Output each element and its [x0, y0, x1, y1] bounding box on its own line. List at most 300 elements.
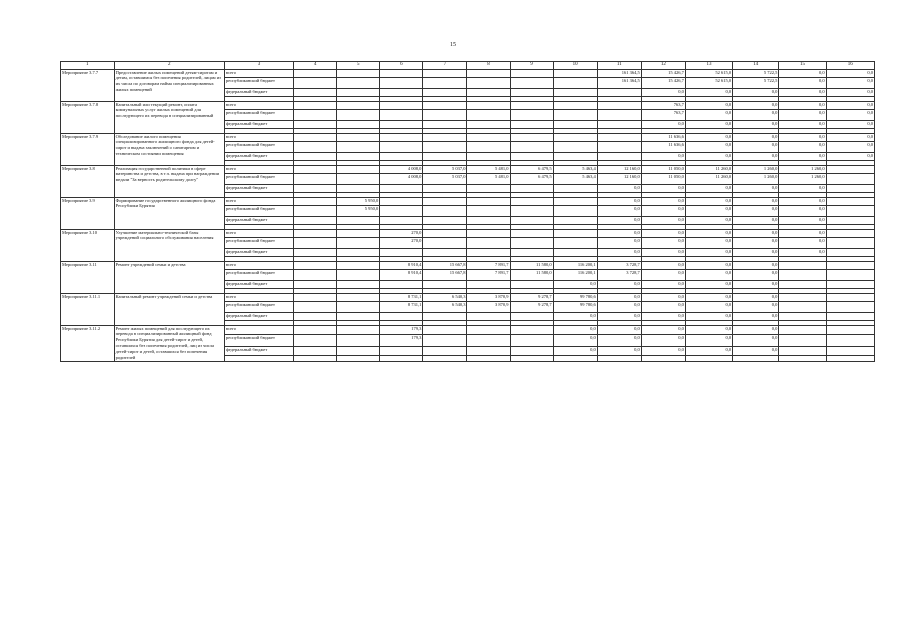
value-cell [826, 301, 874, 312]
value-cell [337, 280, 380, 288]
value-cell [510, 141, 553, 152]
value-cell [423, 101, 467, 109]
empty-cell [553, 355, 597, 361]
value-cell [294, 312, 337, 320]
value-cell: 6 479,5 [510, 165, 553, 173]
value-cell [553, 152, 597, 160]
value-cell: 0,0 [733, 237, 779, 248]
value-cell: 11 260,0 [685, 165, 732, 173]
value-cell [467, 184, 510, 192]
value-cell: 15 426,7 [641, 77, 685, 88]
empty-cell [380, 355, 423, 361]
value-cell [510, 133, 553, 141]
value-cell [826, 216, 874, 224]
value-cell: 11 050,0 [641, 165, 685, 173]
value-cell [294, 165, 337, 173]
value-cell: 179,3 [380, 325, 423, 334]
value-cell: 0,0 [685, 152, 732, 160]
value-cell: 0,0 [733, 152, 779, 160]
column-header: 13 [685, 62, 732, 70]
value-cell [510, 88, 553, 96]
value-cell [826, 261, 874, 269]
value-cell: 0,0 [733, 334, 779, 346]
value-cell [597, 141, 641, 152]
value-cell: 0,0 [685, 237, 732, 248]
value-cell: 7 891,7 [467, 261, 510, 269]
value-cell: 0,0 [685, 229, 732, 237]
budget-table [60, 61, 875, 362]
value-cell: 8 910,4 [380, 269, 423, 280]
activity-code: Мероприятие 3.11 [61, 261, 115, 293]
value-cell: 0,0 [685, 312, 732, 320]
value-cell: 0,0 [779, 152, 826, 160]
value-cell: 99 780,6 [553, 293, 597, 301]
value-cell: 11 580,0 [510, 269, 553, 280]
value-cell: 5 950,0 [337, 197, 380, 205]
value-cell: 0,0 [733, 88, 779, 96]
value-cell [423, 325, 467, 334]
funding-source: республиканский бюджет [224, 205, 293, 216]
value-cell: 0,0 [685, 301, 732, 312]
value-cell [510, 237, 553, 248]
value-cell: 0,0 [685, 101, 732, 109]
funding-source: всего [224, 165, 293, 173]
value-cell [553, 77, 597, 88]
value-cell: 0,0 [641, 301, 685, 312]
value-cell [510, 216, 553, 224]
value-cell [423, 229, 467, 237]
activity-title: Ремонт жилых помещений для последующего их перевода в специализированный жилищный фонд Республики Бурятия для детей-сирот и детей, оставшихся без попечения родителей, лиц из числа детей-сирот и детей, оставшихся без попечения родителей [114, 325, 224, 361]
value-cell [380, 141, 423, 152]
value-cell [826, 184, 874, 192]
column-header: 9 [510, 62, 553, 70]
value-cell: 1 260,0 [779, 165, 826, 173]
value-cell [337, 248, 380, 256]
value-cell: 0,0 [826, 120, 874, 128]
value-cell: 0,0 [641, 216, 685, 224]
value-cell: 0,0 [733, 205, 779, 216]
value-cell: 0,0 [641, 346, 685, 355]
value-cell [826, 334, 874, 346]
value-cell [467, 77, 510, 88]
value-cell [294, 334, 337, 346]
value-cell: 0,0 [553, 334, 597, 346]
funding-source: федеральный бюджет [224, 346, 293, 355]
value-cell: 0,0 [779, 184, 826, 192]
value-cell: 161 364,5 [597, 77, 641, 88]
value-cell: 0,0 [779, 216, 826, 224]
funding-source: федеральный бюджет [224, 120, 293, 128]
value-cell: 0,0 [779, 197, 826, 205]
value-cell [467, 197, 510, 205]
value-cell [826, 205, 874, 216]
funding-source: всего [224, 197, 293, 205]
funding-source: республиканский бюджет [224, 334, 293, 346]
value-cell [510, 312, 553, 320]
activity-title: Улучшение материально-технической базы учреждений социального обслуживания населения [114, 229, 224, 261]
value-cell [553, 229, 597, 237]
value-cell [467, 346, 510, 355]
value-cell [337, 301, 380, 312]
funding-source: всего [224, 133, 293, 141]
value-cell [597, 109, 641, 120]
funding-source: федеральный бюджет [224, 248, 293, 256]
value-cell: 5 037,0 [423, 165, 467, 173]
activity-title: Предоставление жилых помещений детям-сиротам и детям, оставшимся без попечения родителей, лицам из их числа по договорам найма специализированных жилых помещений [114, 69, 224, 101]
value-cell [553, 197, 597, 205]
value-cell: 0,0 [685, 88, 732, 96]
value-cell: 0,0 [733, 346, 779, 355]
value-cell: 0,0 [597, 248, 641, 256]
value-cell: 0,0 [733, 229, 779, 237]
value-cell: 5 950,0 [337, 205, 380, 216]
value-cell [510, 69, 553, 77]
value-cell: 11 636,6 [641, 133, 685, 141]
value-cell: 7 891,7 [467, 269, 510, 280]
value-cell: 0,0 [779, 109, 826, 120]
value-cell [779, 293, 826, 301]
value-cell [294, 184, 337, 192]
value-cell [826, 165, 874, 173]
value-cell: 5 722,5 [733, 77, 779, 88]
value-cell [467, 229, 510, 237]
value-cell: 0,0 [597, 280, 641, 288]
value-cell [510, 109, 553, 120]
value-cell: 0,0 [553, 346, 597, 355]
activity-code: Мероприятие 3.7.9 [61, 133, 115, 165]
value-cell: 8 731,1 [380, 293, 423, 301]
value-cell [294, 101, 337, 109]
value-cell [337, 165, 380, 173]
value-cell: 0,0 [641, 293, 685, 301]
value-cell [294, 229, 337, 237]
value-cell [337, 229, 380, 237]
value-cell: 0,0 [779, 248, 826, 256]
value-cell: 0,0 [685, 248, 732, 256]
column-header: 10 [553, 62, 597, 70]
value-cell [294, 248, 337, 256]
value-cell: 5 037,0 [423, 173, 467, 184]
value-cell: 8 910,4 [380, 261, 423, 269]
value-cell [779, 301, 826, 312]
value-cell [337, 141, 380, 152]
value-cell: 270,0 [380, 229, 423, 237]
column-header: 15 [779, 62, 826, 70]
value-cell [553, 184, 597, 192]
value-cell [337, 237, 380, 248]
value-cell: 0,0 [597, 216, 641, 224]
value-cell: 0,0 [733, 184, 779, 192]
value-cell: 0,0 [733, 141, 779, 152]
funding-source: федеральный бюджет [224, 152, 293, 160]
value-cell: 0,0 [733, 197, 779, 205]
activity-title: Формирование государственного жилищного фонда Республики Бурятия [114, 197, 224, 229]
table-row [61, 133, 875, 141]
value-cell: 0,0 [641, 197, 685, 205]
activity-title: Ремонт учреждений семьи и детства [114, 261, 224, 293]
value-cell: 0,0 [685, 133, 732, 141]
value-cell: 1 260,0 [779, 173, 826, 184]
value-cell: 0,0 [597, 301, 641, 312]
value-cell [826, 293, 874, 301]
value-cell: 0,0 [553, 280, 597, 288]
value-cell: 0,0 [685, 197, 732, 205]
value-cell [779, 269, 826, 280]
value-cell [826, 197, 874, 205]
value-cell [423, 205, 467, 216]
value-cell [294, 141, 337, 152]
value-cell: 0,0 [685, 141, 732, 152]
empty-cell [826, 355, 874, 361]
value-cell: 1 260,0 [733, 165, 779, 173]
value-cell [294, 120, 337, 128]
funding-source: республиканский бюджет [224, 109, 293, 120]
value-cell [826, 269, 874, 280]
value-cell: 5 463,4 [553, 165, 597, 173]
funding-source: республиканский бюджет [224, 173, 293, 184]
value-cell: 0,0 [641, 152, 685, 160]
funding-source: всего [224, 325, 293, 334]
value-cell [467, 133, 510, 141]
value-cell [510, 101, 553, 109]
column-header: 4 [294, 62, 337, 70]
value-cell [553, 120, 597, 128]
value-cell: 11 050,0 [641, 173, 685, 184]
value-cell: 0,0 [826, 77, 874, 88]
value-cell [553, 101, 597, 109]
value-cell [779, 280, 826, 288]
value-cell [826, 346, 874, 355]
value-cell: 116 200,1 [553, 261, 597, 269]
value-cell [423, 77, 467, 88]
table-row [61, 197, 875, 205]
value-cell: 0,0 [826, 141, 874, 152]
empty-cell [641, 355, 685, 361]
value-cell [423, 248, 467, 256]
value-cell: 6 479,5 [510, 173, 553, 184]
value-cell [597, 120, 641, 128]
value-cell: 0,0 [733, 312, 779, 320]
value-cell: 52 615,0 [685, 77, 732, 88]
value-cell [467, 120, 510, 128]
funding-source: всего [224, 261, 293, 269]
funding-source: федеральный бюджет [224, 216, 293, 224]
activity-title: Обследование жилого помещения специализированного жилищного фонда для детей-сирот и выдача заключений о санитарном и техническом состоянии помещения [114, 133, 224, 165]
value-cell [467, 88, 510, 96]
value-cell [510, 229, 553, 237]
value-cell: 0,0 [641, 205, 685, 216]
value-cell: 0,0 [733, 120, 779, 128]
activity-code: Мероприятие 3.11.1 [61, 293, 115, 325]
value-cell [467, 109, 510, 120]
value-cell [467, 141, 510, 152]
value-cell [294, 152, 337, 160]
value-cell: 5 722,5 [733, 69, 779, 77]
value-cell: 0,0 [779, 133, 826, 141]
value-cell [337, 101, 380, 109]
value-cell: 6 540,3 [423, 301, 467, 312]
value-cell: 15 426,7 [641, 69, 685, 77]
value-cell [510, 120, 553, 128]
value-cell: 0,0 [733, 216, 779, 224]
value-cell [337, 173, 380, 184]
column-header: 6 [380, 62, 423, 70]
value-cell: 0,0 [733, 293, 779, 301]
value-cell: 0,0 [779, 205, 826, 216]
value-cell: 270,0 [380, 237, 423, 248]
value-cell: 0,0 [685, 261, 732, 269]
value-cell: 0,0 [685, 334, 732, 346]
value-cell [423, 280, 467, 288]
column-header: 3 [224, 62, 293, 70]
value-cell [510, 248, 553, 256]
value-cell [337, 184, 380, 192]
value-cell [423, 152, 467, 160]
column-header: 2 [114, 62, 224, 70]
value-cell [380, 346, 423, 355]
value-cell: 0,0 [641, 229, 685, 237]
empty-cell [779, 355, 826, 361]
value-cell: 0,0 [597, 184, 641, 192]
value-cell [510, 280, 553, 288]
column-header: 14 [733, 62, 779, 70]
value-cell [294, 173, 337, 184]
value-cell: 0,0 [826, 69, 874, 77]
value-cell [337, 120, 380, 128]
value-cell: 8 731,1 [380, 301, 423, 312]
value-cell: 0,0 [826, 88, 874, 96]
value-cell: 1 260,0 [733, 173, 779, 184]
funding-source: всего [224, 293, 293, 301]
value-cell [553, 141, 597, 152]
value-cell: 3 728,7 [597, 261, 641, 269]
value-cell [467, 280, 510, 288]
value-cell: 0,0 [733, 269, 779, 280]
value-cell [337, 152, 380, 160]
value-cell [337, 312, 380, 320]
value-cell: 0,0 [779, 120, 826, 128]
value-cell [423, 184, 467, 192]
value-cell [380, 280, 423, 288]
value-cell [294, 269, 337, 280]
empty-cell [337, 355, 380, 361]
value-cell [294, 293, 337, 301]
value-cell [380, 77, 423, 88]
value-cell [380, 133, 423, 141]
column-header: 7 [423, 62, 467, 70]
value-cell: 0,0 [641, 334, 685, 346]
value-cell: 0,0 [597, 334, 641, 346]
value-cell: 0,0 [733, 248, 779, 256]
column-header: 8 [467, 62, 510, 70]
value-cell: 0,0 [733, 325, 779, 334]
value-cell: 0,0 [685, 325, 732, 334]
value-cell: 0,0 [597, 293, 641, 301]
value-cell: 4 008,0 [380, 165, 423, 173]
value-cell: 0,0 [641, 280, 685, 288]
value-cell: 116 200,1 [553, 269, 597, 280]
value-cell [553, 88, 597, 96]
value-cell [779, 325, 826, 334]
funding-source: республиканский бюджет [224, 141, 293, 152]
value-cell [294, 197, 337, 205]
value-cell [423, 237, 467, 248]
value-cell: 0,0 [685, 269, 732, 280]
value-cell [294, 346, 337, 355]
column-header: 1 [61, 62, 115, 70]
value-cell [826, 280, 874, 288]
value-cell [337, 293, 380, 301]
value-cell [423, 216, 467, 224]
value-cell: 0,0 [685, 120, 732, 128]
value-cell: 5 481,0 [467, 165, 510, 173]
value-cell [467, 248, 510, 256]
value-cell [553, 69, 597, 77]
value-cell [423, 312, 467, 320]
value-cell [467, 334, 510, 346]
value-cell [294, 205, 337, 216]
value-cell: 5 481,0 [467, 173, 510, 184]
value-cell [294, 77, 337, 88]
value-cell: 0,0 [733, 261, 779, 269]
value-cell: 0,0 [779, 229, 826, 237]
value-cell: 3 870,9 [467, 293, 510, 301]
value-cell [510, 325, 553, 334]
value-cell [826, 312, 874, 320]
value-cell: 3 870,9 [467, 301, 510, 312]
value-cell: 763,7 [641, 101, 685, 109]
value-cell [597, 152, 641, 160]
value-cell: 0,0 [733, 133, 779, 141]
value-cell [337, 88, 380, 96]
value-cell [337, 261, 380, 269]
value-cell: 0,0 [779, 101, 826, 109]
value-cell: 0,0 [685, 216, 732, 224]
value-cell: 0,0 [733, 301, 779, 312]
value-cell [380, 101, 423, 109]
value-cell: 0,0 [641, 269, 685, 280]
value-cell [553, 205, 597, 216]
value-cell [337, 216, 380, 224]
value-cell [337, 133, 380, 141]
value-cell: 0,0 [641, 312, 685, 320]
value-cell: 0,0 [597, 346, 641, 355]
value-cell [380, 152, 423, 160]
value-cell: 0,0 [553, 312, 597, 320]
table-row [61, 229, 875, 237]
value-cell [294, 69, 337, 77]
funding-source: всего [224, 229, 293, 237]
value-cell: 9 278,7 [510, 293, 553, 301]
value-cell: 0,0 [685, 205, 732, 216]
value-cell [423, 120, 467, 128]
value-cell [294, 88, 337, 96]
value-cell [553, 248, 597, 256]
value-cell [423, 69, 467, 77]
value-cell [467, 205, 510, 216]
value-cell: 0,0 [641, 237, 685, 248]
value-cell: 0,0 [733, 101, 779, 109]
value-cell: 0,0 [779, 141, 826, 152]
value-cell [423, 141, 467, 152]
activity-code: Мероприятие 3.10 [61, 229, 115, 261]
empty-cell [597, 355, 641, 361]
funding-source: федеральный бюджет [224, 184, 293, 192]
value-cell: 3 728,7 [597, 269, 641, 280]
value-cell: 0,0 [826, 152, 874, 160]
value-cell: 12 160,0 [597, 165, 641, 173]
table-row [61, 165, 875, 173]
